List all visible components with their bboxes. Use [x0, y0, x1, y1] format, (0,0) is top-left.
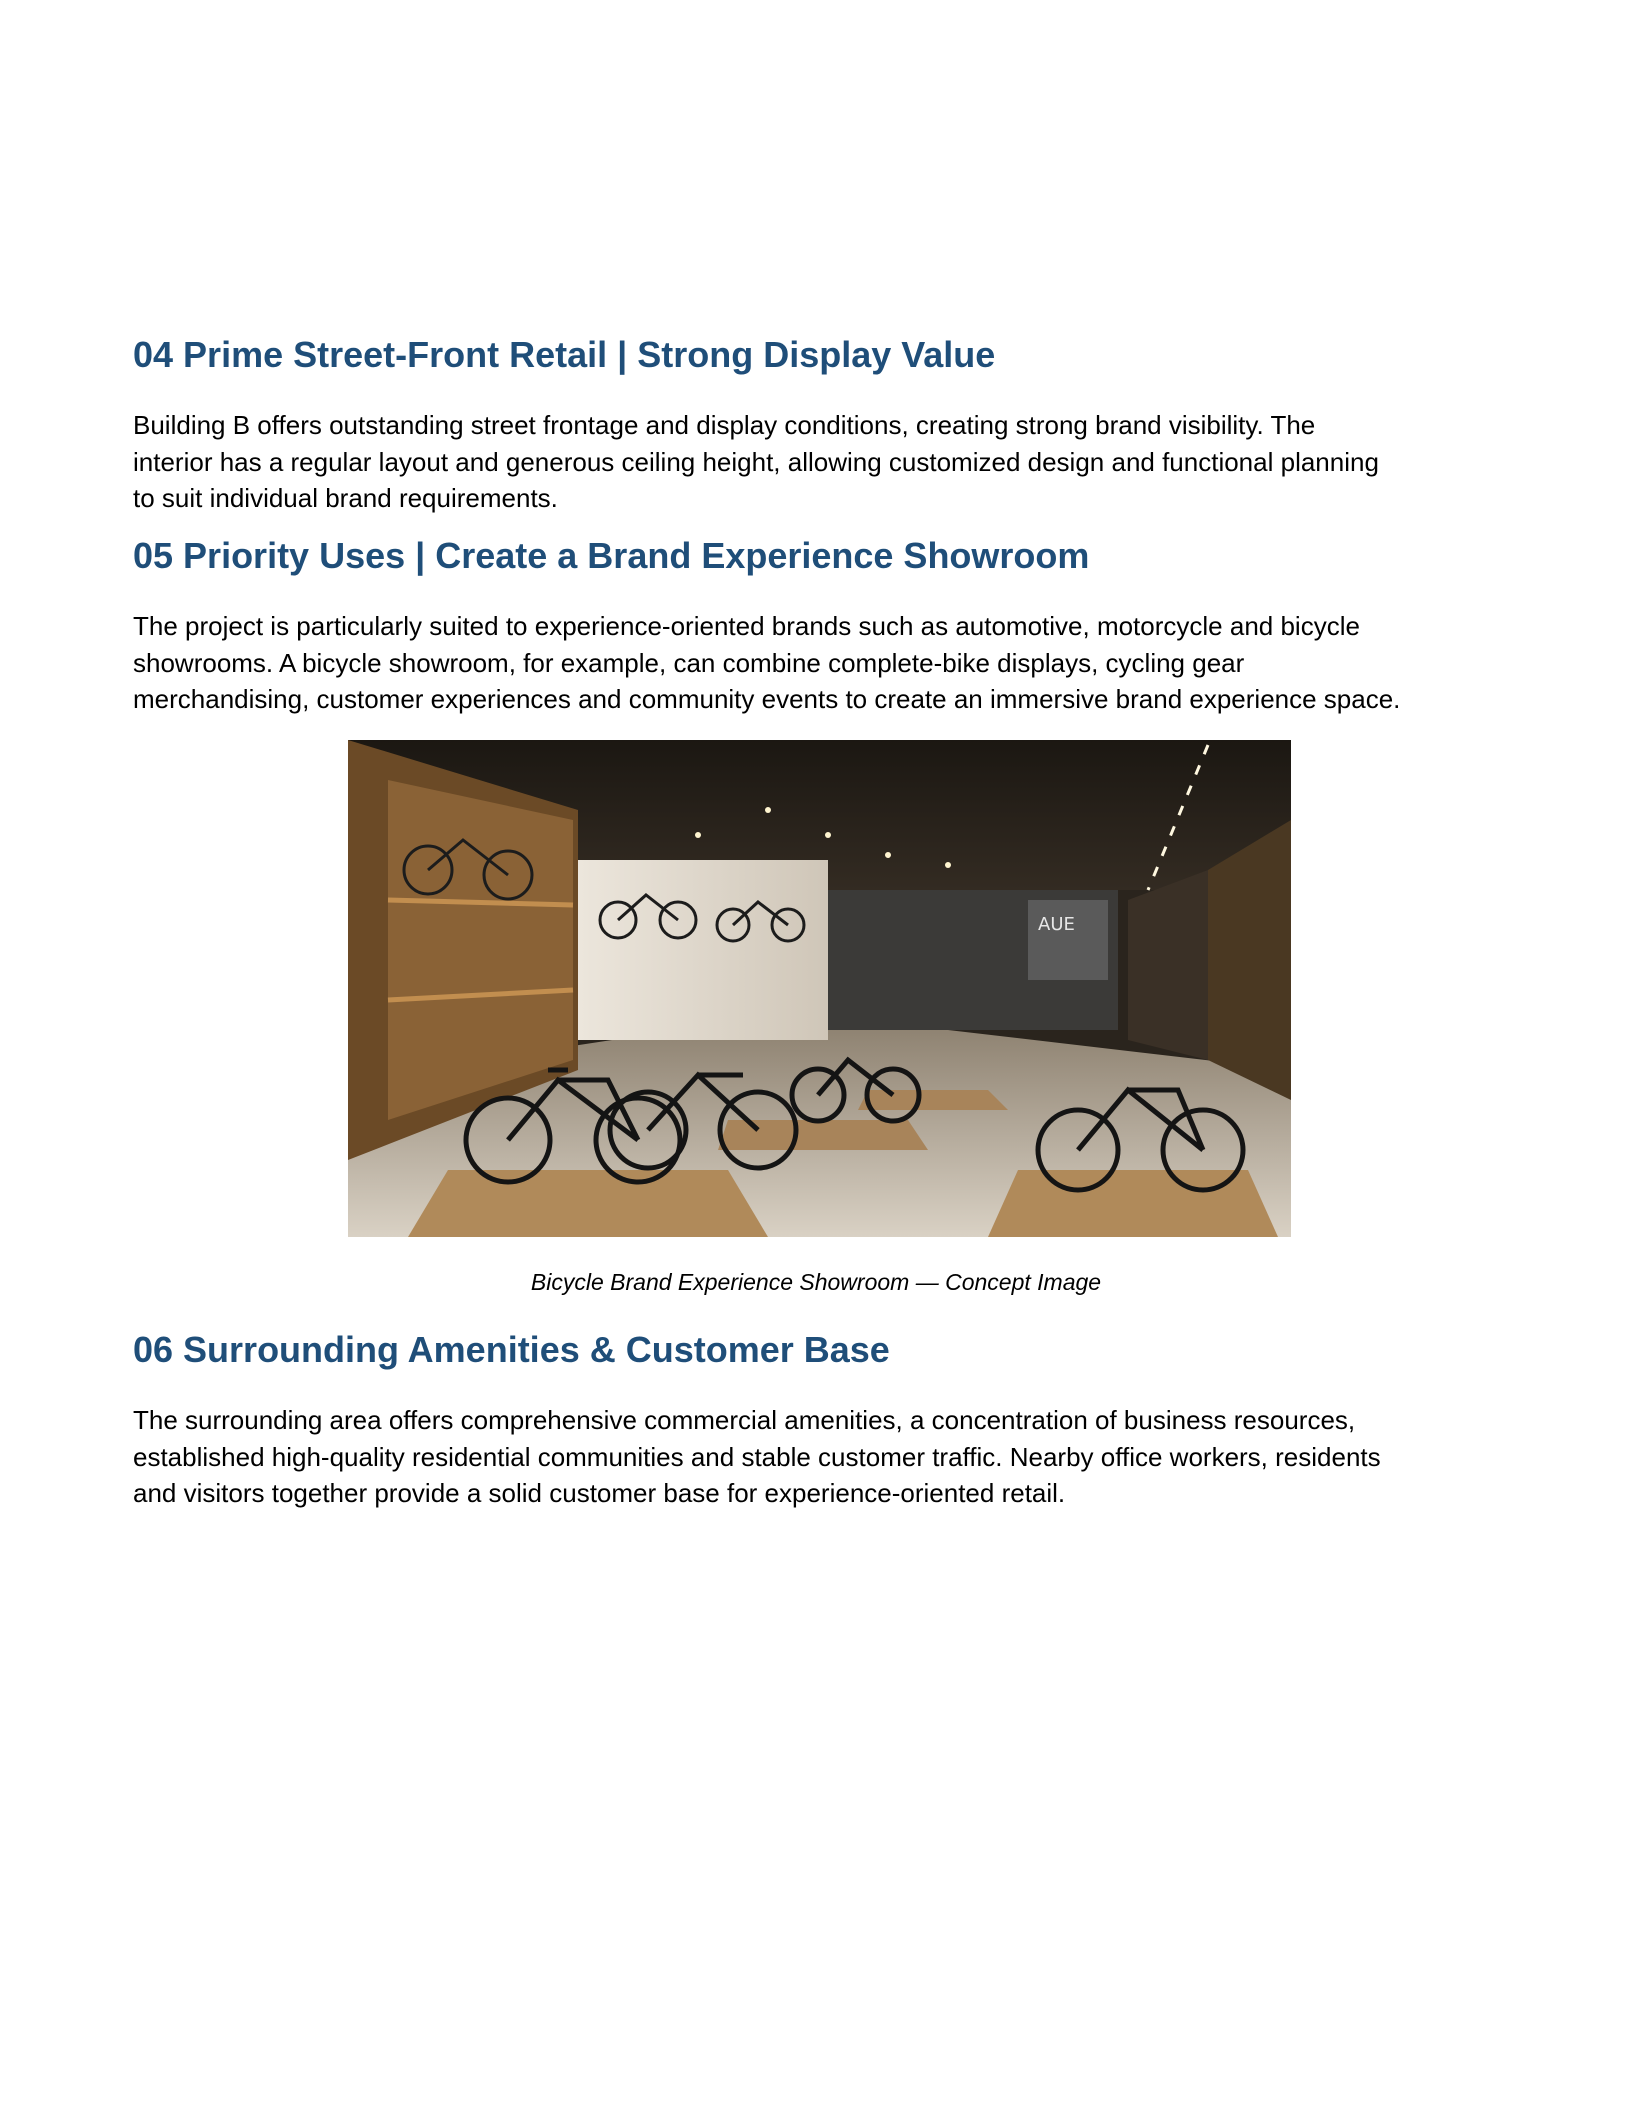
- section-heading-06: 06 Surrounding Amenities & Customer Base: [133, 1329, 890, 1370]
- showroom-concept-image: [348, 740, 1291, 1237]
- section-heading-04: 04 Prime Street-Front Retail | Strong Display Value: [133, 334, 996, 375]
- paragraph-line: showrooms. A bicycle showroom, for example, can combine complete-bike displays, cycling gear: [133, 647, 1245, 678]
- paragraph-line: and visitors together provide a solid customer base for experience-oriented retail.: [133, 1478, 1066, 1508]
- paragraph-line: to suit individual brand requirements.: [133, 483, 558, 513]
- section-heading-05: 05 Priority Uses | Create a Brand Experience Showroom: [133, 535, 1090, 576]
- paragraph-line: The surrounding area offers comprehensive commercial amenities, a concentration of business resources,: [133, 1405, 1356, 1435]
- paragraph-line: Building B offers outstanding street frontage and display conditions, creating strong brand visibility. The: [133, 410, 1316, 440]
- figure-caption: Bicycle Brand Experience Showroom — Concept Image: [530, 1269, 1102, 1295]
- section-paragraph-04: [133, 407, 1513, 517]
- svg-text:AUE: AUE: [1038, 914, 1075, 935]
- section-paragraph-06: [133, 1402, 1513, 1512]
- paragraph-line: merchandising, customer experiences and community events to create an immersive brand experience space.: [133, 684, 1401, 714]
- section-paragraph-05: [133, 608, 1513, 718]
- paragraph-line: interior has a regular layout and generous ceiling height, allowing customized design and functional planning: [133, 446, 1379, 477]
- paragraph-line: The project is particularly suited to experience-oriented brands such as automotive, motorcycle and bicycle: [133, 611, 1360, 641]
- paragraph-line: established high-quality residential communities and stable customer traffic. Nearby office workers, residents: [133, 1441, 1381, 1472]
